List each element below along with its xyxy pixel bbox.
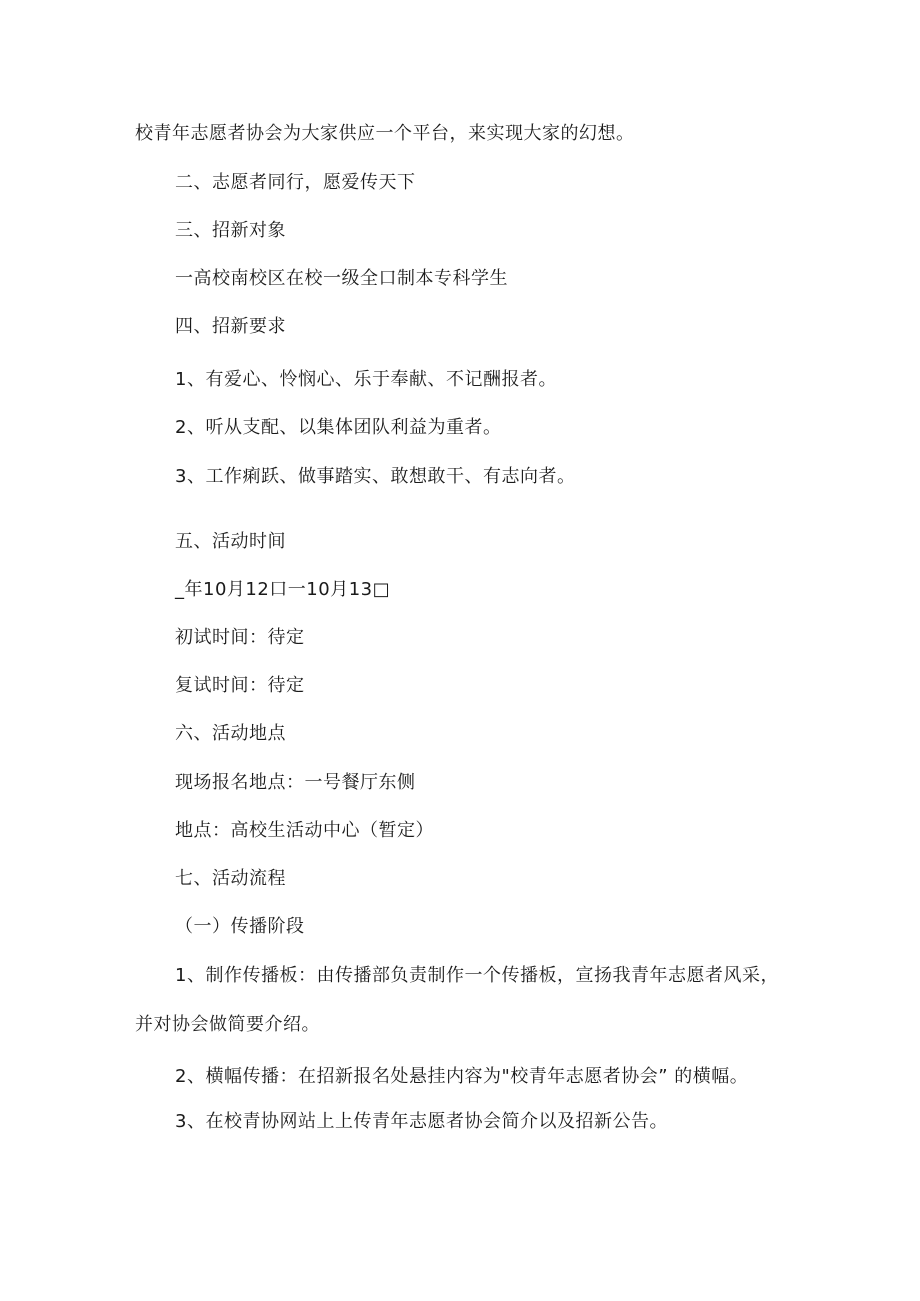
section-heading-3: 三、招新对象 bbox=[175, 220, 286, 241]
requirement-item-3: 3、工作痢跃、做事踏实、敢想敢干、有志向者。 bbox=[175, 466, 576, 487]
second-interview-time: 复试时间：待定 bbox=[175, 675, 305, 696]
section-heading-2: 二、志愿者同行，愿爱传天下 bbox=[175, 172, 416, 193]
first-interview-time: 初试时间：待定 bbox=[175, 627, 305, 648]
activity-location: 地点：高校生活动中心（暂定） bbox=[175, 820, 434, 841]
activity-date: _年10月12口一10月13□ bbox=[175, 579, 391, 600]
requirement-item-2: 2、听从支配、以集体团队利益为重者。 bbox=[175, 417, 502, 438]
recruit-target-text: 一高校南校区在校一级全口制本专科学生 bbox=[175, 268, 508, 289]
process-item-1: 1、制作传播板：由传播部负责制作一个传播板，宣扬我青年志愿者风采， bbox=[175, 965, 779, 986]
section-heading-7: 七、活动流程 bbox=[175, 868, 286, 889]
registration-location: 现场报名地点：一号餐厅东侧 bbox=[175, 772, 416, 793]
process-item-2: 2、横幅传播：在招新报名处悬挂内容为"校青年志愿者协会” 的横幅。 bbox=[175, 1066, 749, 1087]
subsection-heading-1: （一）传播阶段 bbox=[175, 916, 305, 937]
process-item-3: 3、在校青协网站上上传青年志愿者协会简介以及招新公告。 bbox=[175, 1111, 668, 1132]
process-item-1-continuation: 并对协会做简要介绍。 bbox=[135, 1014, 320, 1035]
section-heading-6: 六、活动地点 bbox=[175, 723, 286, 744]
requirement-item-1: 1、有爱心、怜悯心、乐于奉献、不记酬报者。 bbox=[175, 369, 557, 390]
section-heading-4: 四、招新要求 bbox=[175, 316, 286, 337]
paragraph-intro-continuation: 校青年志愿者协会为大家供应一个平台，来实现大家的幻想。 bbox=[135, 123, 635, 144]
section-heading-5: 五、活动时间 bbox=[175, 531, 286, 552]
